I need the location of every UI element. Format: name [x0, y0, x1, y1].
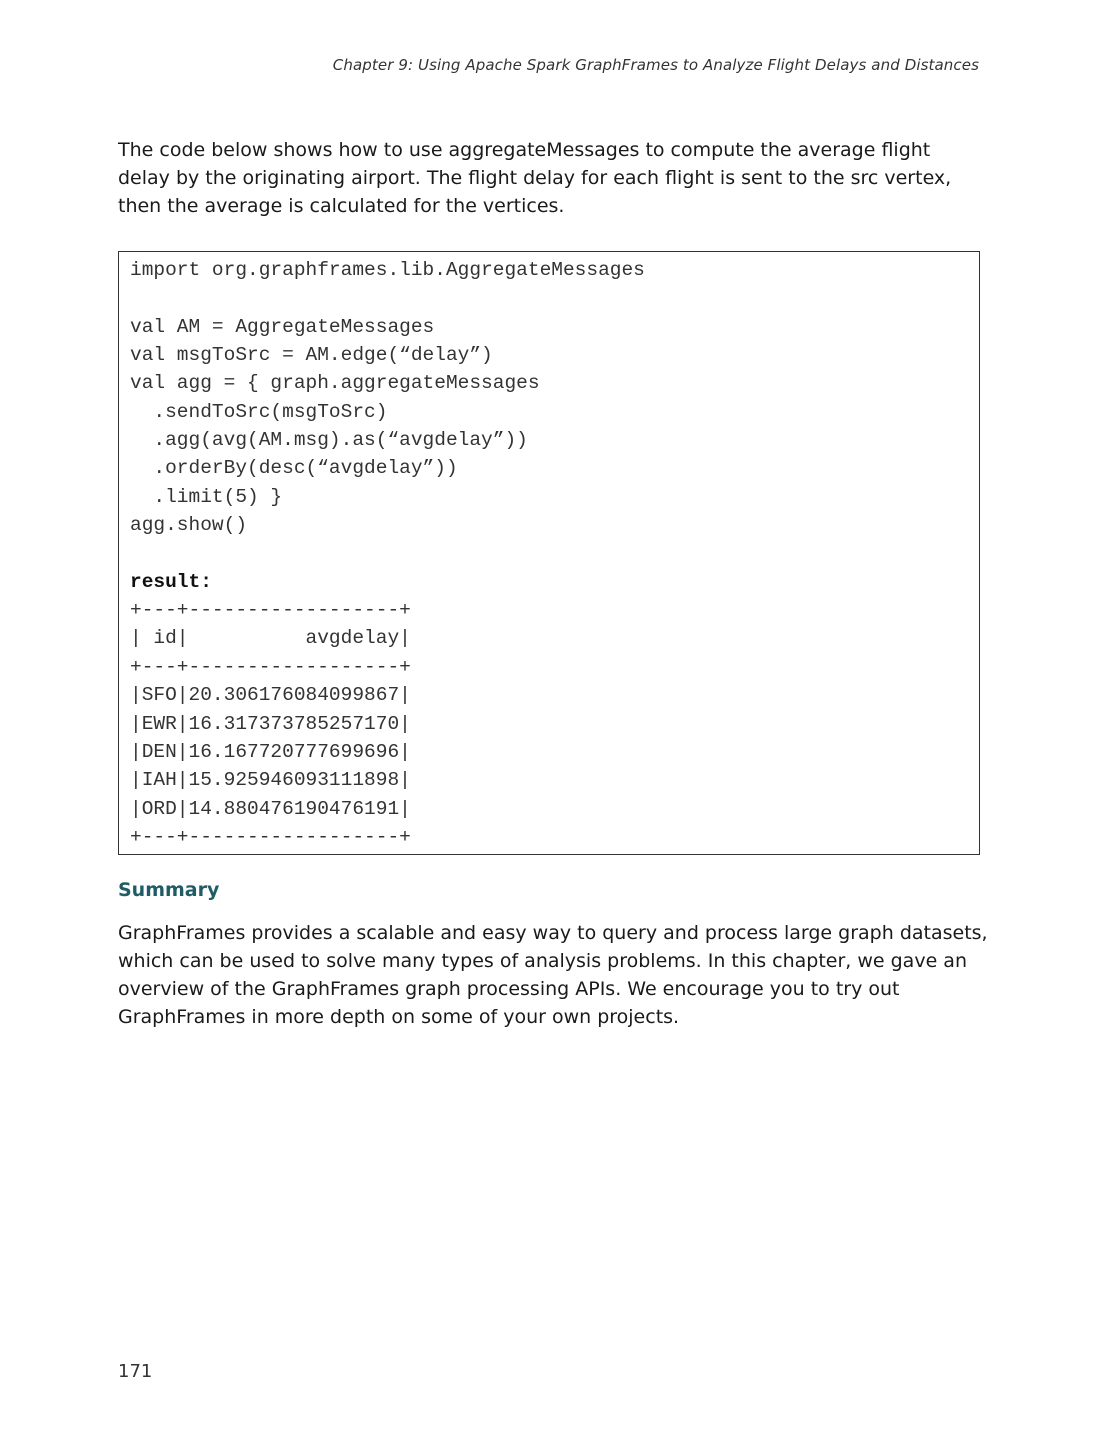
table-border: +---+------------------+	[130, 599, 411, 622]
table-header-row: | id| avgdelay|	[130, 627, 411, 650]
table-row: |ORD|14.880476190476191|	[130, 797, 411, 820]
code-line	[130, 284, 971, 312]
summary-paragraph: GraphFrames provides a scalable and easy way to query and process large graph datasets, which can be used to solve many types of analysis problems. In this chapter, we gave an overview of the GraphFrames graph processing APIs. We encourage you to try out GraphFrames in more depth on some of your own projects.	[118, 922, 988, 1028]
page-number: 171	[118, 1361, 153, 1382]
table-border: +---+------------------+	[130, 825, 411, 848]
code-lines	[130, 256, 971, 851]
table-border: +---+------------------+	[130, 655, 411, 678]
code-line	[130, 539, 971, 567]
result-label: result:	[130, 570, 212, 593]
code-line: val msgToSrc = AM.edge(“delay”)	[130, 344, 493, 367]
running-header: Chapter 9: Using Apache Spark GraphFrames to Analyze Flight Delays and Distances	[332, 56, 979, 74]
code-line: import org.graphframes.lib.AggregateMessages	[130, 259, 645, 281]
table-row: |EWR|16.317373785257170|	[130, 712, 411, 735]
code-line: .limit(5) }	[130, 485, 283, 508]
table-row: |DEN|16.167720777699696|	[130, 740, 411, 763]
code-line: val agg = { graph.aggregateMessages	[130, 372, 540, 395]
table-row: |SFO|20.306176084099867|	[130, 684, 411, 707]
table-row: |IAH|15.925946093111898|	[130, 769, 411, 792]
code-line: .orderBy(desc(“avgdelay”))	[130, 457, 458, 480]
code-line: .sendToSrc(msgToSrc)	[130, 400, 388, 423]
code-line: agg.show()	[130, 514, 248, 537]
code-line: val AM = AggregateMessages	[130, 315, 435, 338]
intro-paragraph: The code below shows how to use aggregateMessages to compute the average flight delay by the originating airport. The flight delay for each flight is sent to the src vertex, then the average is calculated for the vertices.	[118, 139, 952, 217]
code-line: .agg(avg(AM.msg).as(“avgdelay”))	[130, 429, 528, 452]
section-heading: Summary	[118, 879, 220, 901]
code-block	[118, 251, 980, 855]
